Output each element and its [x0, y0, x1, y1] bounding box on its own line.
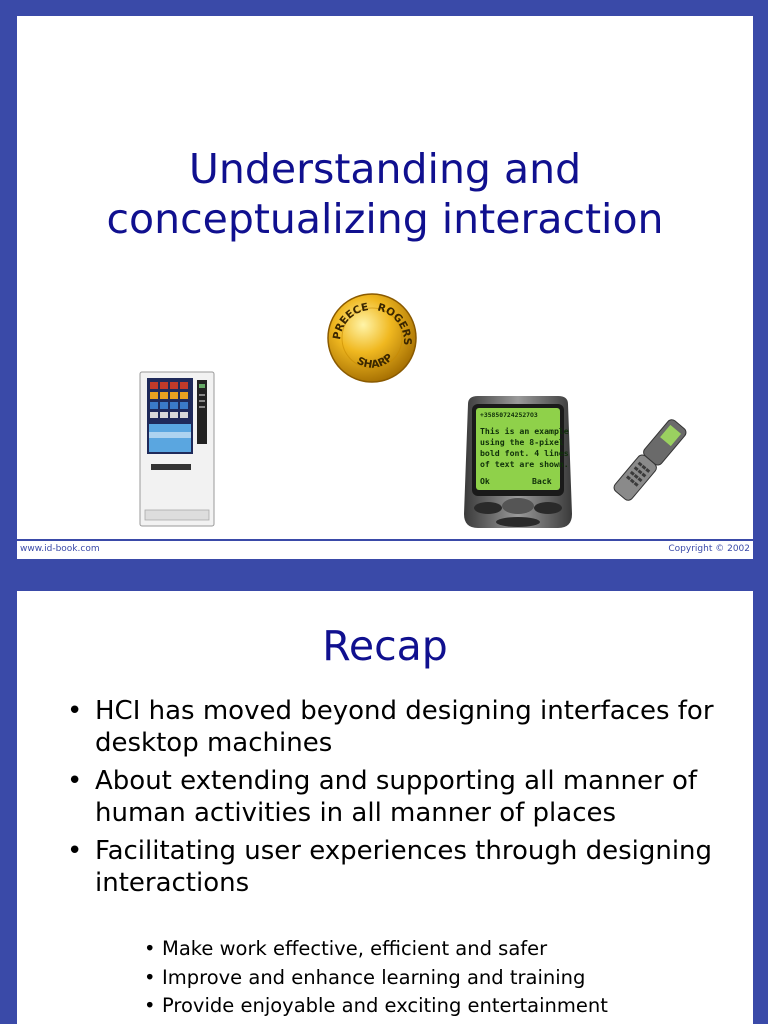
- bullet-item: • HCI has moved beyond designing interfaces for desktop machines: [67, 695, 717, 759]
- seal-word-1: PREECE: [330, 301, 370, 341]
- mobile-phone-image: [460, 394, 576, 530]
- phone-screen-line-3: bold font. 4 lines: [480, 448, 569, 458]
- bullet-list: [67, 695, 717, 905]
- sub-bullet-list: [144, 935, 608, 1021]
- sub-bullet-item: • Provide enjoyable and exciting entertainment: [144, 992, 608, 1021]
- phone-screen-line-4: of text are shown.: [480, 459, 569, 469]
- phone-screen-number: +358507242527O3: [480, 411, 538, 419]
- bullet-item: • Facilitating user experiences through designing interactions: [67, 835, 717, 899]
- footer-copyright: Copyright © 2002: [668, 544, 750, 554]
- seal-word-3: SHARP: [354, 351, 396, 371]
- vending-machine-image: [137, 370, 217, 532]
- slide-footer: [17, 539, 753, 559]
- footer-url: www.id-book.com: [20, 544, 100, 554]
- slide-2: [17, 591, 753, 1024]
- slide-1: [17, 16, 753, 559]
- title-line-2: conceptualizing interaction: [106, 195, 664, 243]
- sub-bullet-item: • Improve and enhance learning and training: [144, 964, 608, 993]
- slide-title: [17, 144, 753, 244]
- slide-title-recap: Recap: [322, 622, 448, 670]
- title-line-1: Understanding and: [188, 145, 582, 193]
- phone-softkey-ok: Ok: [480, 476, 490, 486]
- phone-softkey-back: Back: [532, 476, 552, 486]
- preece-rogers-sharp-seal-logo: [326, 292, 418, 384]
- flip-phone-image: [611, 410, 689, 510]
- bullet-item: • About extending and supporting all manner of human activities in all manner of places: [67, 765, 717, 829]
- seal-word-2: ROGERS: [376, 301, 414, 346]
- phone-screen-line-2: using the 8-pixel: [480, 437, 564, 447]
- phone-screen-line-1: This is an example: [480, 426, 569, 436]
- sub-bullet-item: • Make work effective, efficient and safer: [144, 935, 608, 964]
